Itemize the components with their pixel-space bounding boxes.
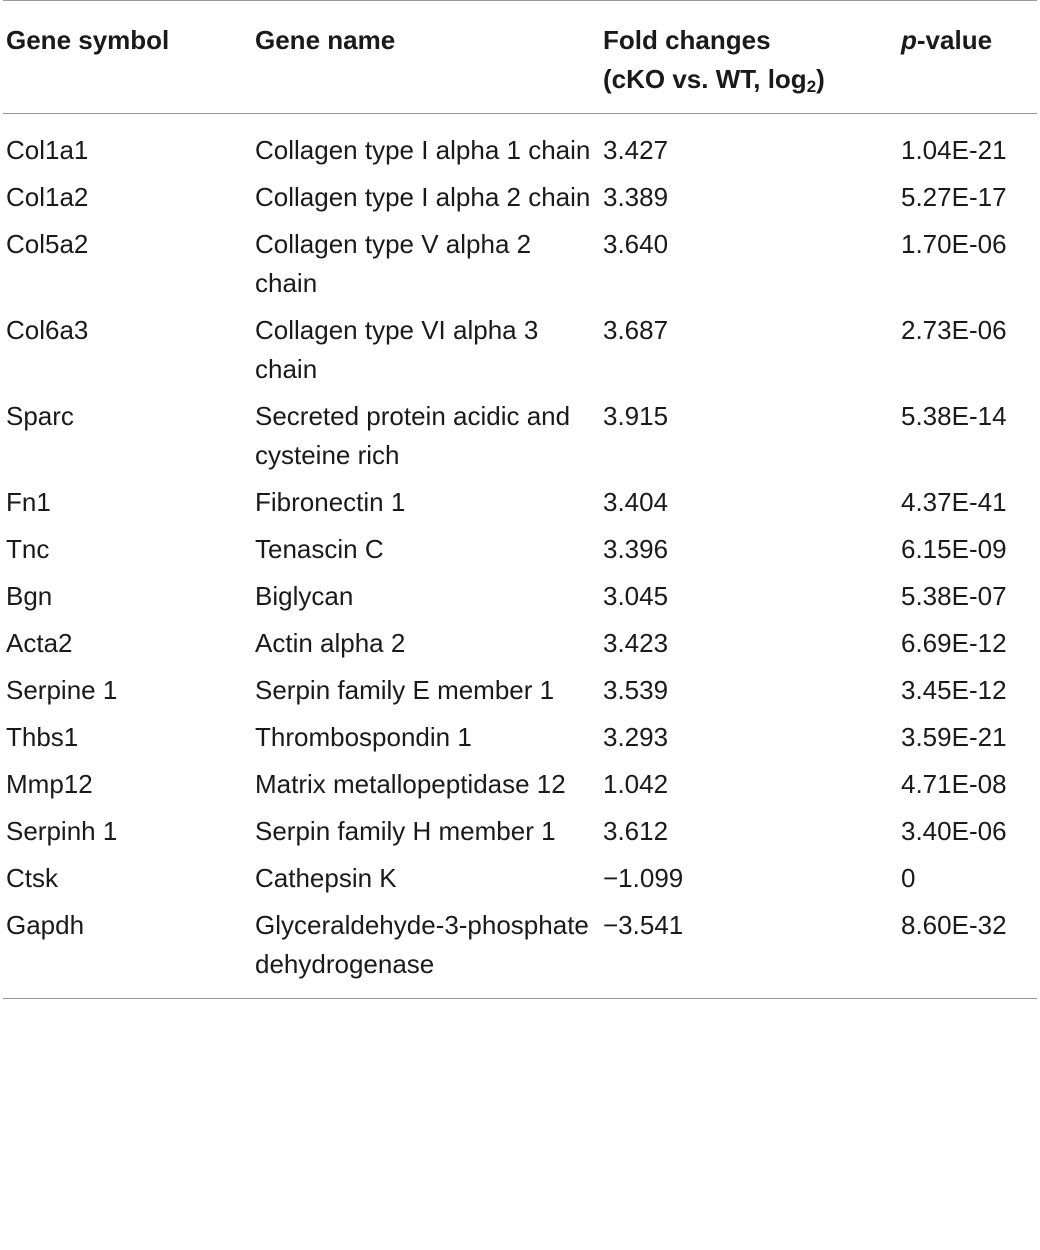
gene-symbol-cell: Sparc: [6, 401, 74, 431]
header-fold-line2: (cKO vs. WT, log: [603, 64, 807, 94]
header-gene-symbol: Gene symbol: [6, 25, 170, 55]
gene-name-cell: Biglycan: [255, 581, 354, 611]
gene-name-cell: Actin alpha 2: [255, 628, 406, 658]
table-header: [3, 1, 1037, 114]
gene-symbol-cell: Fn1: [6, 487, 51, 517]
fold-change-cell: 3.389: [603, 182, 669, 212]
table-row: [3, 718, 1037, 765]
gene-symbol-cell: Col1a2: [6, 182, 89, 212]
p-value-cell: 3.40E-06: [901, 816, 1007, 846]
p-value-cell: 3.45E-12: [901, 675, 1007, 705]
header-row: [3, 1, 1037, 114]
fold-change-cell: −1.099: [603, 863, 684, 893]
p-value-cell: 4.71E-08: [901, 769, 1007, 799]
gene-symbol-cell: Serpine 1: [6, 675, 118, 705]
header-p-rest: -value: [916, 25, 993, 55]
p-value-cell: 3.59E-21: [901, 722, 1007, 752]
fold-change-cell: 1.042: [603, 769, 669, 799]
table-body: [3, 114, 1037, 999]
header-p-italic: p: [901, 25, 917, 55]
p-value-cell: 8.60E-32: [901, 910, 1007, 940]
header-fold-line1: Fold changes: [603, 25, 771, 55]
table-row: [3, 577, 1037, 624]
header-fold-changes: [600, 1, 898, 114]
fold-change-cell: 3.293: [603, 722, 669, 752]
gene-symbol-cell: Bgn: [6, 581, 53, 611]
fold-change-cell: 3.404: [603, 487, 669, 517]
table-row: [3, 483, 1037, 530]
p-value-cell: 0: [901, 863, 916, 893]
gene-name-cell: Collagen type I alpha 1 chain: [255, 135, 591, 165]
table-row: [3, 812, 1037, 859]
gene-name-cell: Serpin family H member 1: [255, 816, 556, 846]
gene-name-cell: Fibronectin 1: [255, 487, 406, 517]
gene-symbol-cell: Thbs1: [6, 722, 79, 752]
table-row: [3, 765, 1037, 812]
gene-name-cell: Collagen type V alpha 2 chain: [255, 229, 532, 298]
table-row: [3, 397, 1037, 483]
header-fold-subscript: 2: [806, 77, 817, 96]
p-value-cell: 4.37E-41: [901, 487, 1007, 517]
gene-symbol-cell: Serpinh 1: [6, 816, 118, 846]
p-value-cell: 5.27E-17: [901, 182, 1007, 212]
fold-change-cell: 3.045: [603, 581, 669, 611]
gene-symbol-cell: Mmp12: [6, 769, 93, 799]
fold-change-cell: −3.541: [603, 910, 684, 940]
gene-name-cell: Glyceraldehyde-3-phosphate dehydrogenase: [255, 910, 589, 979]
p-value-cell: 2.73E-06: [901, 315, 1007, 345]
p-value-cell: 1.04E-21: [901, 135, 1007, 165]
header-p-value: [898, 1, 1037, 114]
gene-name-cell: Tenascin C: [255, 534, 384, 564]
fold-change-cell: 3.396: [603, 534, 669, 564]
fold-change-cell: 3.687: [603, 315, 669, 345]
gene-symbol-cell: Gapdh: [6, 910, 85, 940]
gene-name-cell: Serpin family E member 1: [255, 675, 555, 705]
table-row: [3, 225, 1037, 311]
gene-symbol-cell: Acta2: [6, 628, 73, 658]
gene-name-cell: Secreted protein acidic and cysteine rich: [255, 401, 571, 470]
table-row: [3, 114, 1037, 179]
p-value-cell: 6.69E-12: [901, 628, 1007, 658]
fold-change-cell: 3.427: [603, 135, 669, 165]
gene-name-cell: Collagen type I alpha 2 chain: [255, 182, 591, 212]
fold-change-cell: 3.612: [603, 816, 669, 846]
table-row: [3, 671, 1037, 718]
table-row: [3, 624, 1037, 671]
p-value-cell: 5.38E-07: [901, 581, 1007, 611]
fold-change-cell: 3.539: [603, 675, 669, 705]
gene-symbol-cell: Ctsk: [6, 863, 58, 893]
table-row: [3, 178, 1037, 225]
fold-change-cell: 3.640: [603, 229, 669, 259]
gene-symbol-cell: Col5a2: [6, 229, 89, 259]
header-fold-suffix: ): [816, 64, 825, 94]
table-row: [3, 906, 1037, 999]
gene-name-cell: Matrix metallopeptidase 12: [255, 769, 566, 799]
table-row: [3, 530, 1037, 577]
table-row: [3, 859, 1037, 906]
gene-symbol-cell: Col1a1: [6, 135, 89, 165]
header-gene-name: Gene name: [255, 25, 396, 55]
gene-name-cell: Cathepsin K: [255, 863, 397, 893]
fold-change-cell: 3.915: [603, 401, 669, 431]
p-value-cell: 5.38E-14: [901, 401, 1007, 431]
gene-name-cell: Collagen type VI alpha 3 chain: [255, 315, 539, 384]
fold-change-cell: 3.423: [603, 628, 669, 658]
gene-symbol-cell: Tnc: [6, 534, 50, 564]
p-value-cell: 1.70E-06: [901, 229, 1007, 259]
p-value-cell: 6.15E-09: [901, 534, 1007, 564]
gene-expression-table: [3, 0, 1037, 999]
gene-name-cell: Thrombospondin 1: [255, 722, 472, 752]
table-row: [3, 311, 1037, 397]
gene-symbol-cell: Col6a3: [6, 315, 89, 345]
